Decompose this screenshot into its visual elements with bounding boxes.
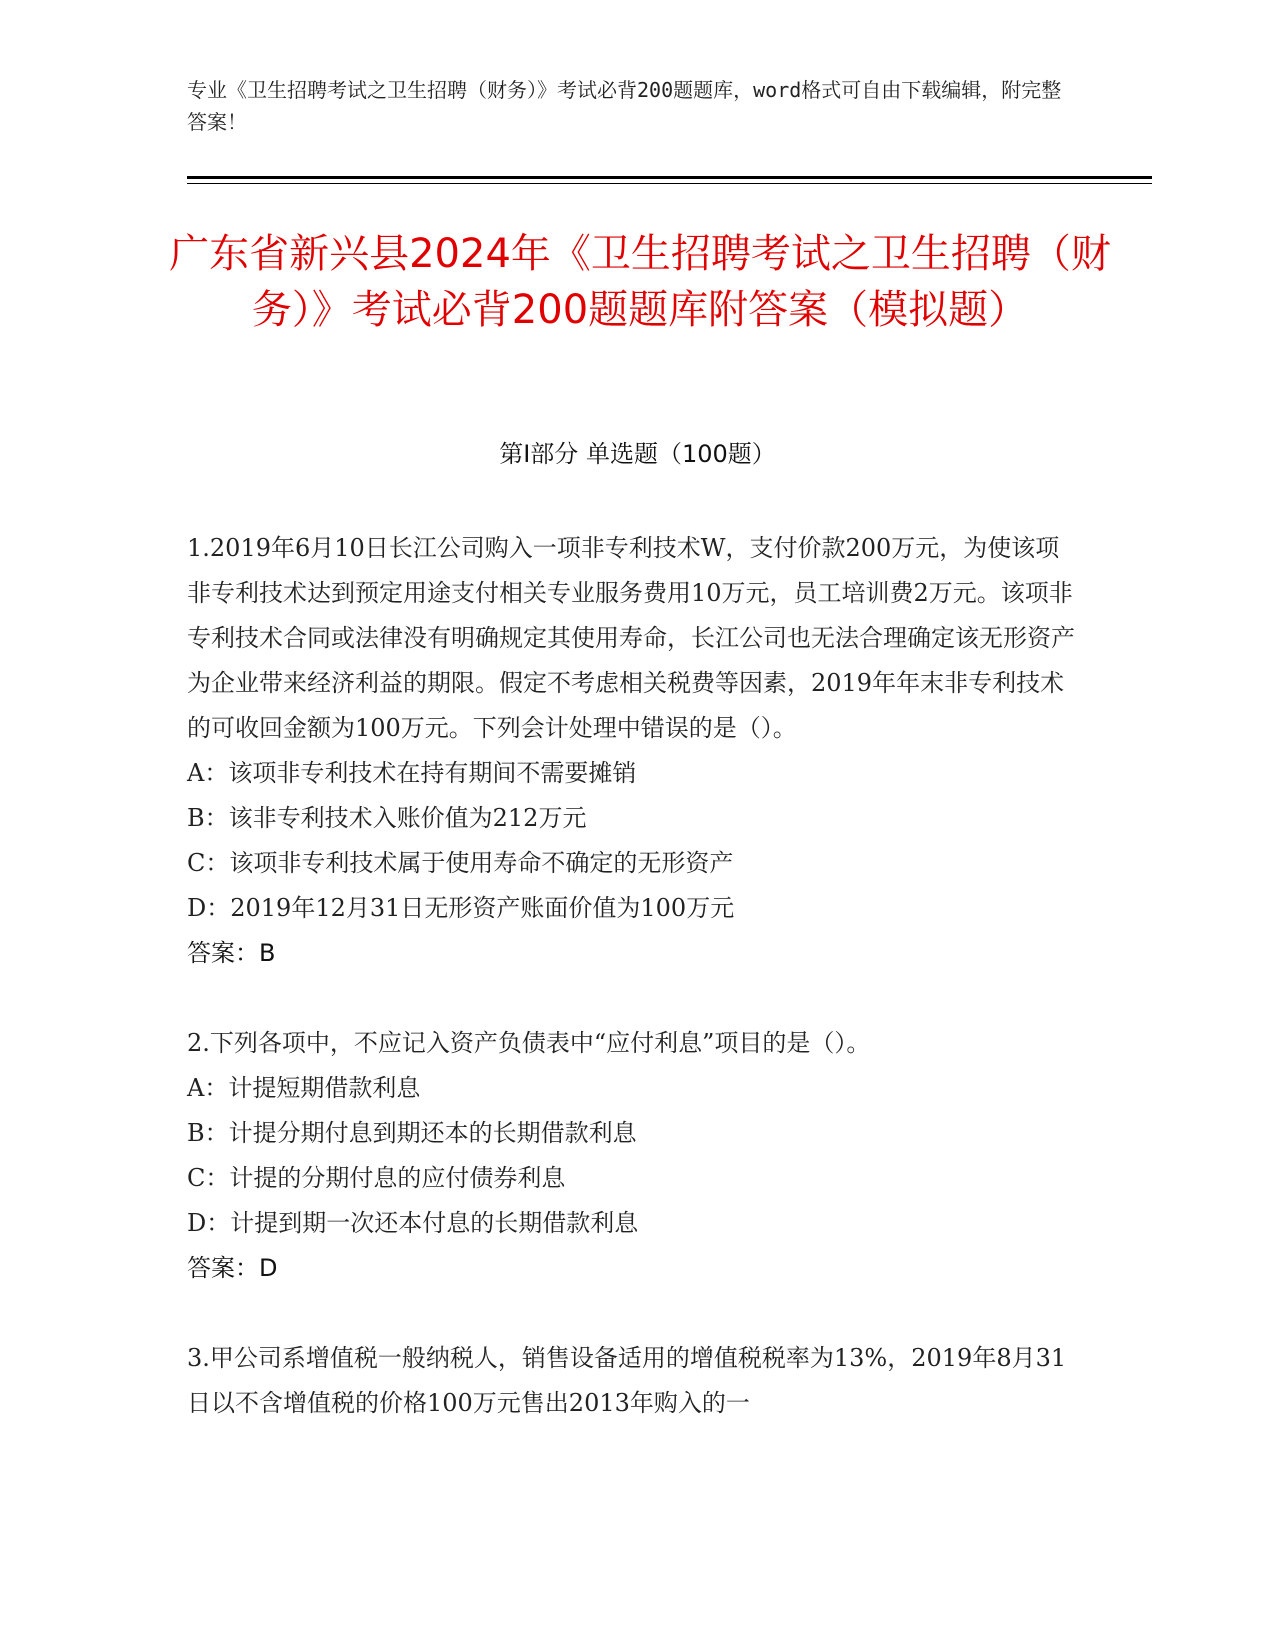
header-rule-thin [187, 183, 1152, 184]
question-spacer [187, 1291, 1077, 1336]
question-3 [187, 1336, 1077, 1426]
option-d: D：2019年12月31日无形资产账面价值为100万元 [187, 894, 735, 922]
document-title: 广东省新兴县2024年《卫生招聘考试之卫生招聘（财务）》考试必背200题题库附答案（模拟题） [169, 231, 1111, 333]
question-stem: 3.甲公司系增值税一般纳税人，销售设备适用的增值税税率为13%，2019年8月31日以不含增值税的价格100万元售出2013年购入的一 [187, 1344, 1067, 1417]
option-c: C：计提的分期付息的应付债券利息 [187, 1164, 566, 1192]
question-1 [187, 526, 1077, 976]
question-spacer [187, 976, 1077, 1021]
answer: 答案：D [187, 1254, 278, 1282]
option-c: C：该项非专利技术属于使用寿命不确定的无形资产 [187, 849, 734, 877]
question-stem: 1.2019年6月10日长江公司购入一项非专利技术W，支付价款200万元，为使该项非专利技术达到预定用途支付相关专业服务费用10万元，员工培训费2万元。该项非专利技术合同或法律没有明确规定其使用寿命，长江公司也无法合理确定该无形资产为企业带来经济利益的期限。假定不考虑相关税费等因素，2019年年末非专利技术的可收回金额为100万元。下列会计处理中错误的是（）。 [187, 534, 1075, 742]
answer: 答案：B [187, 939, 276, 967]
option-a: A：该项非专利技术在持有期间不需要摊销 [187, 759, 637, 787]
question-list [187, 526, 1077, 1426]
option-a: A：计提短期借款利息 [187, 1074, 421, 1102]
header-rule-thick [187, 176, 1152, 179]
question-stem: 2.下列各项中，不应记入资产负债表中“应付利息”项目的是（）。 [187, 1029, 871, 1057]
option-b: B：该非专利技术入账价值为212万元 [187, 804, 587, 832]
header-note: 专业《卫生招聘考试之卫生招聘（财务）》考试必背200题题库，word格式可自由下载编辑，附完整答案！ [187, 78, 1062, 134]
question-2 [187, 1021, 1077, 1291]
option-d: D：计提到期一次还本付息的长期借款利息 [187, 1209, 639, 1237]
option-b: B：计提分期付息到期还本的长期借款利息 [187, 1119, 637, 1147]
section-heading: 第I部分 单选题（100题） [499, 440, 776, 468]
